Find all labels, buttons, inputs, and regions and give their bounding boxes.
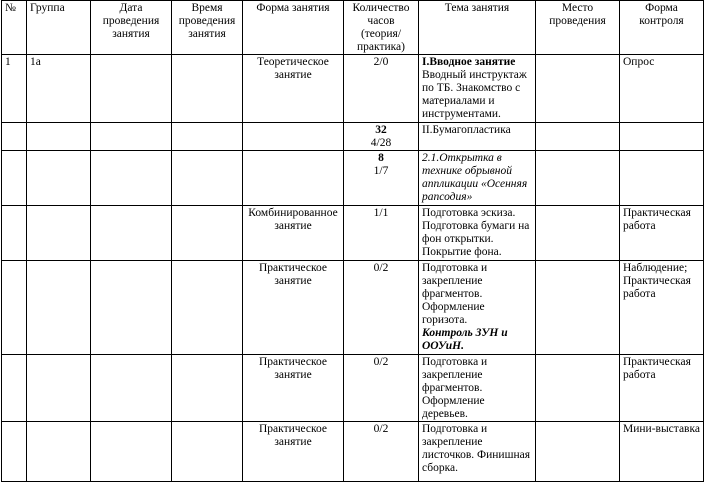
topic-emphasis: Контроль ЗУН и ООУиН. (422, 327, 508, 352)
header-control: Форма контроля (620, 1, 704, 55)
row-date (91, 206, 172, 261)
row-time (172, 123, 243, 151)
row-hours: 0/2 (344, 355, 419, 422)
row-place (536, 123, 620, 151)
row-topic: Подготовка и закрепление листочков. Финишная сборка. (419, 422, 536, 482)
table-row (2, 422, 704, 482)
row-group (27, 355, 91, 422)
row-group (27, 422, 91, 482)
row-place (536, 206, 620, 261)
row-form: Практическое занятие (243, 422, 344, 482)
row-num: 1 (2, 55, 27, 123)
row-date (91, 123, 172, 151)
row-topic: II.Бумагопластика (419, 123, 536, 151)
row-form: Практическое занятие (243, 355, 344, 422)
row-num (2, 355, 27, 422)
row-time (172, 55, 243, 123)
row-control: Опрос (620, 55, 704, 123)
row-date (91, 355, 172, 422)
row-date (91, 55, 172, 123)
row-time (172, 151, 243, 206)
row-hours: 0/2 (344, 261, 419, 355)
row-group (27, 206, 91, 261)
table-row (2, 261, 704, 355)
table-row (2, 123, 704, 151)
row-topic: Подготовка эскиза. Подготовка бумаги на фон открытки. Покрытие фона. (419, 206, 536, 261)
row-hours: 2/0 (344, 55, 419, 123)
row-group (27, 151, 91, 206)
topic-text: Подготовка и закрепление фрагментов. Оформление горизота. (422, 262, 488, 326)
topic-text: Вводный инструктаж по ТБ. Знакомство с материалами и инструментами. (422, 69, 527, 120)
hours-total: 32 (375, 124, 387, 136)
header-topic: Тема занятия (419, 1, 536, 55)
table-header-row (2, 1, 704, 55)
row-time (172, 261, 243, 355)
hours-split: 1/7 (373, 165, 389, 177)
row-control: Мини-выставка (620, 422, 704, 482)
row-control: Наблюдение; Практическая работа (620, 261, 704, 355)
table-row (2, 55, 704, 123)
row-num (2, 422, 27, 482)
row-num (2, 206, 27, 261)
table-row (2, 151, 704, 206)
header-num: № (2, 1, 27, 55)
topic-title: I.Вводное занятие (422, 56, 516, 68)
row-form: Практическое занятие (243, 261, 344, 355)
row-form (243, 151, 344, 206)
row-place (536, 261, 620, 355)
lesson-plan-table (1, 0, 704, 482)
row-place (536, 55, 620, 123)
row-hours (344, 151, 419, 206)
row-control: Практическая работа (620, 355, 704, 422)
row-place (536, 422, 620, 482)
hours-total: 8 (378, 152, 384, 164)
row-num (2, 261, 27, 355)
row-topic (419, 261, 536, 355)
row-group: 1а (27, 55, 91, 123)
row-time (172, 206, 243, 261)
row-topic: 2.1.Открытка в технике обрывной аппликации «Осенняя рапсодия» (419, 151, 536, 206)
row-group (27, 261, 91, 355)
row-control (620, 123, 704, 151)
row-date (91, 261, 172, 355)
row-hours: 0/2 (344, 422, 419, 482)
row-date (91, 151, 172, 206)
row-form (243, 123, 344, 151)
row-control: Практическая работа (620, 206, 704, 261)
row-time (172, 422, 243, 482)
table-row (2, 355, 704, 422)
row-form: Теоретическое занятие (243, 55, 344, 123)
row-num (2, 123, 27, 151)
row-date (91, 422, 172, 482)
row-group (27, 123, 91, 151)
row-hours (344, 123, 419, 151)
row-topic: Подготовка и закрепление фрагментов. Оформление деревьев. (419, 355, 536, 422)
header-form: Форма занятия (243, 1, 344, 55)
header-time: Время проведения занятия (172, 1, 243, 55)
header-date: Дата проведения занятия (91, 1, 172, 55)
row-num (2, 151, 27, 206)
header-hours: Количество часов (теория/ практика) (344, 1, 419, 55)
row-form: Комбинированное занятие (243, 206, 344, 261)
row-topic (419, 55, 536, 123)
row-hours: 1/1 (344, 206, 419, 261)
table-row (2, 206, 704, 261)
row-place (536, 151, 620, 206)
row-control (620, 151, 704, 206)
hours-split: 4/28 (370, 137, 392, 149)
row-time (172, 355, 243, 422)
header-place: Место проведения (536, 1, 620, 55)
row-place (536, 355, 620, 422)
header-group: Группа (27, 1, 91, 55)
